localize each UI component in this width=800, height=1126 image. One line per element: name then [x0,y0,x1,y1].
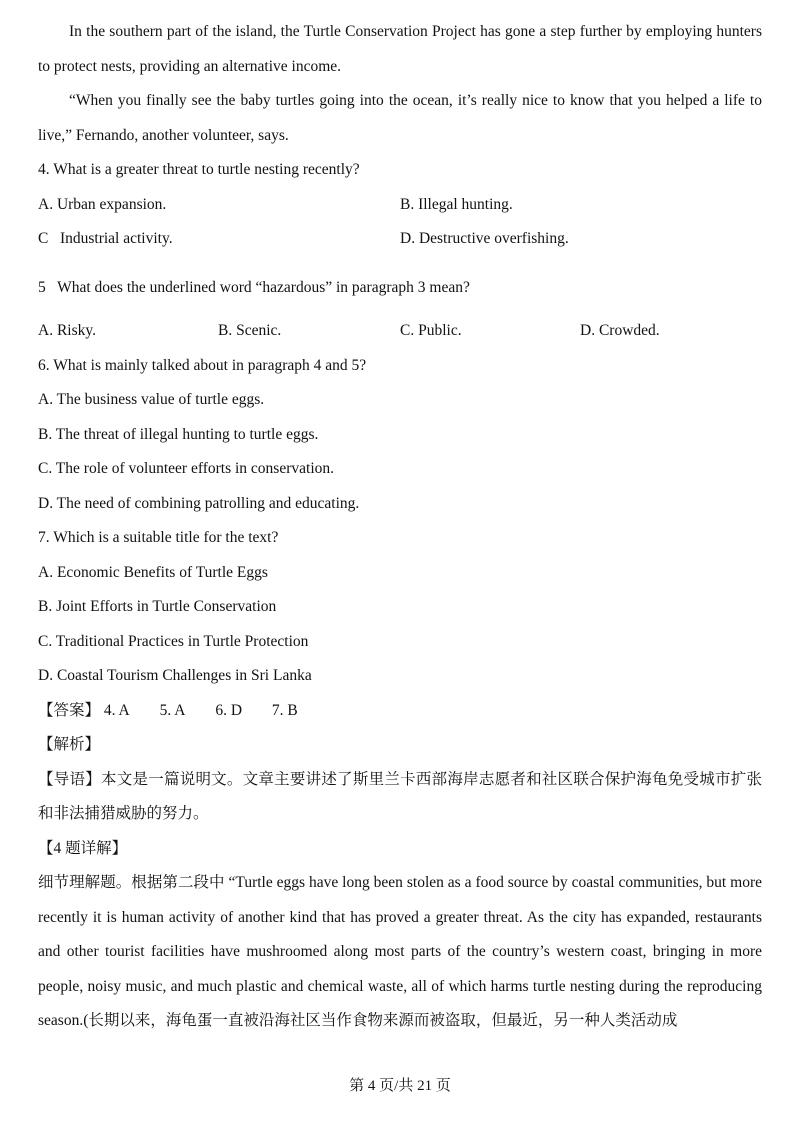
question-4-option-a: A. Urban expansion. [38,195,167,213]
question-4-option-c: C Industrial activity. [38,230,173,247]
question-5-option-a: A. Risky. [38,322,96,339]
question-7-option-a: A. Economic Benefits of Turtle Eggs [38,563,268,581]
question-5-option-b: B. Scenic. [218,322,282,339]
question-7-stem: 7. Which is a suitable title for the text? [38,529,279,546]
question-7-option-b: B. Joint Efforts in Turtle Conservation [38,598,277,615]
question-6-option-c: C. The role of volunteer efforts in conservation. [38,460,334,477]
paragraph-volunteer-quote: “When you finally see the baby turtles going into the ocean, it’s really nice to know that you helped a life to live,” Fernando, another volunteer, says. [38,92,762,144]
question-4-options-row-1 [38,188,762,223]
analysis-intro: 【导语】本文是一篇说明文。文章主要讲述了斯里兰卡西部海岸志愿者和社区联合保护海龟免受城市扩张和非法捕猎威胁的努力。 [38,770,762,822]
paragraph-conservation-project: In the southern part of the island, the Turtle Conservation Project has gone a step further by employing hunters to protect nests, providing an alternative income. [38,23,762,75]
question-4-analysis-text: 细节理解题。根据第二段中 “Turtle eggs have long been stolen as a food source by coastal communities, but more recently it is human activity of another kind that has proved a greater threat. As the city has expanded, restaurants and other tourist facilities have mushroomed along most parts of the country’s western coast, bringing in more people, noisy music, and much plastic and chemical waste, all of which harms turtle nesting during the reproducing season.(长期以来，海龟蛋一直被沿海社区当作食物来源而被盗取，但最近，另一种人类活动成 [38,874,762,1029]
answer-label: 【答案】 [38,701,101,719]
question-4-option-b: B. Illegal hunting. [400,195,513,213]
answer-line [38,694,762,729]
question-4-analysis-label: 【4 题详解】 [38,839,128,857]
question-4-options-row-2 [38,222,762,257]
question-6-option-d: D. The need of combining patrolling and educating. [38,494,360,512]
answer-q7: 7. B [271,701,298,719]
question-5-options-row [38,314,762,349]
question-6-option-b: B. The threat of illegal hunting to turtle eggs. [38,425,319,443]
question-6-stem: 6. What is mainly talked about in paragraph 4 and 5? [38,356,367,374]
question-4-option-d: D. Destructive overfishing. [400,230,569,247]
answer-q6: 6. D [215,701,243,719]
question-5-option-d: D. Crowded. [580,322,660,339]
question-6-option-a: A. The business value of turtle eggs. [38,391,265,408]
answer-q4: 4. A [103,701,130,719]
analysis-label: 【解析】 [38,736,101,753]
answer-q5: 5. A [159,701,186,719]
question-5-option-c: C. Public. [400,322,462,339]
page-number: 第 4 页/共 21 页 [349,1078,451,1094]
question-7-option-c: C. Traditional Practices in Turtle Protection [38,632,309,650]
question-5-stem: 5 What does the underlined word “hazardous” in paragraph 3 mean? [38,278,470,296]
question-4-stem: 4. What is a greater threat to turtle nesting recently? [38,161,360,178]
question-7-option-d: D. Coastal Tourism Challenges in Sri Lanka [38,667,312,684]
